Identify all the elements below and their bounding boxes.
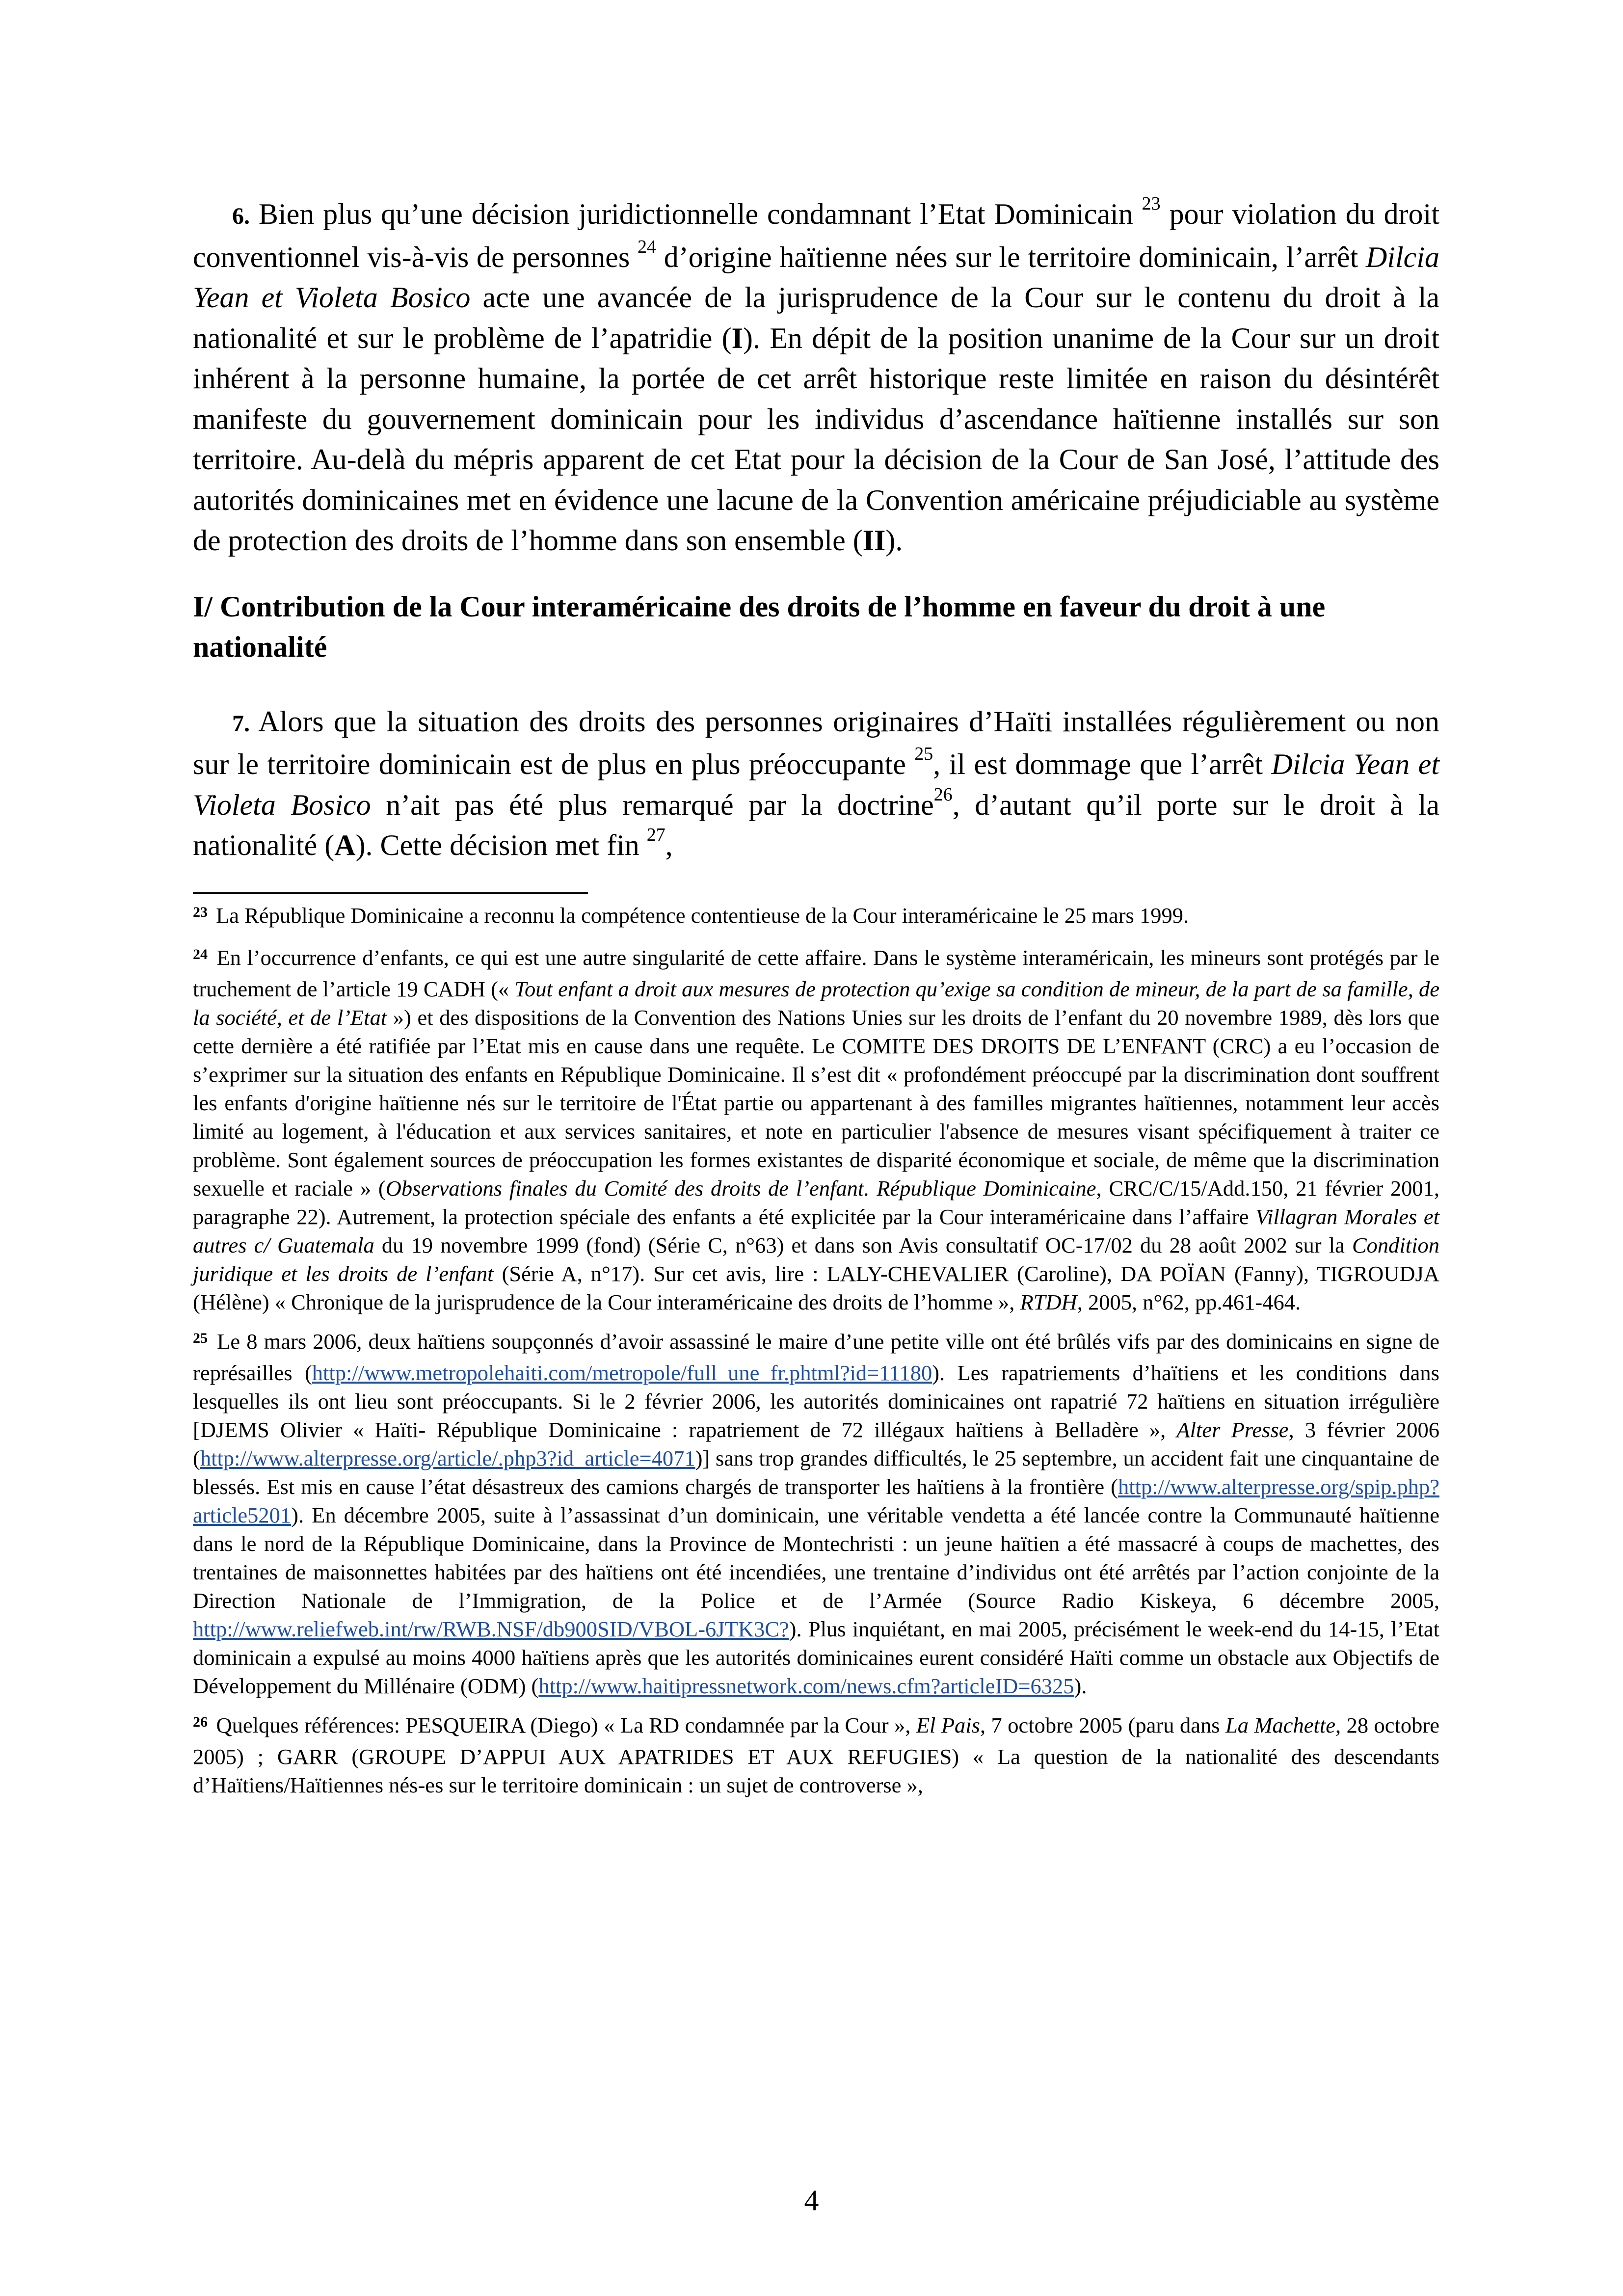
page-number: 4 [804,2184,819,2216]
paragraph-text: , il est dommage que l’arrêt [933,748,1272,780]
footnote-text: , 2005, n°62, pp.461-464. [1077,1289,1301,1314]
footnote-citation: Villagran Morales et autres c/ Guatemala [193,1204,1439,1257]
footnote-text: , 3 février 2006 ( [193,1417,1440,1470]
footnote-text: ). En décembre 2005, suite à l’assassinat d’un dominicain, une véritable vendetta a été lancée contre la Communauté haïtienne dans le nord de la République Dominicaine, dans la Province de Montechristi : un jeune haïtien a été massacré à coups de machettes, des trentaines de maisonnettes habitées par des haïtiens ont été incendiées, une trentaine d’individus ont été arrêtés par l’action conjointe de la Direction Nationale de l’Immigration, de la Police et de l’Armée (Source Radio Kiskeya, 6 décembre 2005, [193,1502,1439,1613]
paragraph-text: Alors que la situation des droits des personnes originaires d’Haïti installées régulièrement ou non sur le territoire dominicain est de plus en plus préoccupante [193,705,1439,780]
footnote-ref-24[interactable]: 24 [638,236,657,257]
section-ref: A [334,829,356,861]
footnote-23 [193,901,1439,933]
footnote-link[interactable]: http://www.alterpresse.org/spip.php?article5201 [193,1474,1439,1527]
page-content [193,194,1439,1799]
footnote-ref-26[interactable]: 26 [933,784,953,805]
footnote-text: La République Dominicaine a reconnu la compétence contentieuse de la Cour interaméricaine le 25 mars 1999. [211,903,1189,928]
footnote-text: ). Les rapatriements d’haïtiens et les conditions dans lesquelles ils ont lieu sont préoccupants. Si le 2 février 2006, les autorités dominicaines ont rapatrié 72 haïtiens en situation irrégulière [DJEMS Olivier « Haïti- République Dominicaine : rapatriement de 72 illégaux haïtiens à Belladère », [193,1360,1439,1442]
section-ref: I [731,321,743,354]
footnote-quote: Tout enfant a droit aux mesures de protection qu’exige sa condition de mineur, de la part de sa famille, de la société, et de l’Etat [193,976,1440,1030]
footnote-26 [193,1711,1439,1799]
case-name: Dilcia Yean et Violeta Bosico [193,240,1439,314]
paragraph-number: 7. [232,710,250,737]
footnote-text: Le 8 mars 2006, deux haïtiens soupçonnés d’avoir assassiné le maire d’une petite ville ont été brûlés vifs par des dominicains en signe de représailles ( [193,1329,1439,1385]
footnote-link[interactable]: http://www.metropolehaiti.com/metropole/full_une_fr.phtml?id=11180 [312,1360,932,1385]
footnote-ref-27[interactable]: 27 [646,825,665,845]
footnote-link[interactable]: http://www.haitipressnetwork.com/news.cfm?articleID=6325 [538,1673,1074,1698]
footnote-citation: RTDH [1020,1289,1077,1314]
paragraph-text: ). Cette décision met fin [355,829,647,861]
paragraph-6 [193,194,1439,561]
footnote-text: )] sans trop grandes difficultés, le 25 septembre, un accident fait une cinquantaine de blessés. Est mis en cause l’état désastreux des camions chargés de transporter les haïtiens à la frontière ( [193,1445,1439,1499]
paragraph-text: Bien plus qu’une décision juridictionnelle condamnant l’Etat Dominicain [250,198,1142,230]
footnote-citation: El Pais [916,1712,980,1737]
paragraph-7 [193,701,1439,866]
footnote-text: , 28 octobre 2005) ; GARR (GROUPE D’APPUI AUX APATRIDES ET AUX REFUGIES) « La question de la nationalité des descendants d’Haïtiens/Haïtiennes nés-es sur le territoire dominicain : un sujet de controverse », [193,1712,1439,1797]
footnote-citation: Condition juridique et les droits de l’enfant [193,1232,1439,1286]
footnote-ref-23[interactable]: 23 [1142,193,1161,214]
footnote-text: , CRC/C/15/Add.150, 21 février 2001, paragraphe 22). Autrement, la protection spéciale des enfants a été explicitée par la Cour interaméricaine dans l’affaire [193,1175,1439,1229]
paragraph-text: pour violation du droit conventionnel vis-à-vis de personnes [193,198,1439,273]
footnote-citation: La Machette [1225,1712,1335,1737]
footnote-citation: Alter Presse [1176,1417,1289,1442]
footnote-text: du 19 novembre 1999 (fond) (Série C, n°63) et dans son Avis consultatif OC-17/02 du 28 août 2002 sur la [374,1232,1352,1257]
paragraph-text: , [665,829,673,861]
footnote-text: En l’occurrence d’enfants, ce qui est une autre singularité de cette affaire. Dans le système interaméricain, les mineurs sont protégés par le truchement de l’article 19 CADH (« [193,945,1439,1001]
footnote-number: 24 [193,946,208,962]
paragraph-text: , d’autant qu’il porte sur le droit à la nationalité ( [193,788,1439,861]
paragraph-text: ). En dépit de la position unanime de la Cour sur un droit inhérent à la personne humaine, la portée de cet arrêt historique reste limitée en raison du désintérêt manifeste du gouvernement dominicain pour les individus d’ascendance haïtienne installés sur son territoire. Au-delà du mépris apparent de cet Etat pour la décision de la Cour de San José, l’attitude des autorités dominicaines met en évidence une lacune de la Convention américaine préjudiciable au système de protection des droits de l’homme dans son ensemble ( [193,321,1440,557]
section-heading: I/ Contribution de la Cour interaméricaine des droits de l’homme en faveur du droit à une nationalité [193,590,1326,663]
paragraph-text: d’origine haïtienne nées sur le territoire dominicain, l’arrêt [656,240,1366,273]
footnote-citation: Observations finales du Comité des droits de l’enfant. République Dominicaine [385,1175,1096,1201]
section-ref: II [862,524,886,557]
footnote-number: 23 [193,904,208,920]
footnote-text: ). Plus inquiétant, en mai 2005, précisément le week-end du 14-15, l’Etat dominicain a expulsé au moins 4000 haïtiens après que les autorités dominicaines eurent considéré Haïti comme un obstacle aux Objectifs de Développement du Millénaire (ODM) ( [193,1616,1439,1698]
paragraph-text: n’ait pas été plus remarqué par la doctrine [371,788,934,821]
footnote-number: 25 [193,1330,208,1346]
paragraph-text: acte une avancée de la jurisprudence de la Cour sur le contenu du droit à la nationalité et sur le problème de l’apatridie ( [193,281,1439,354]
footnote-text: Quelques références: PESQUEIRA (Diego) « La RD condamnée par la Cour », [211,1712,916,1737]
footnote-separator [193,892,588,894]
footnote-number: 26 [193,1713,208,1730]
footnote-24 [193,943,1439,1316]
footnote-text: , 7 octobre 2005 (paru dans [980,1712,1225,1737]
case-name: Dilcia Yean et Violeta Bosico [193,748,1440,821]
footnote-text: ). [1074,1673,1087,1698]
footnote-ref-25[interactable]: 25 [914,744,933,764]
paragraph-text: ). [885,524,903,557]
footnote-text: ») et des dispositions de la Convention des Nations Unies sur les droits de l’enfant du 20 novembre 1989, dès lors que cette dernière a été ratifiée par l’Etat mis en cause dans une requête. Le COMITE DES DROITS DE L’ENFANT (CRC) a eu l’occasion de s’exprimer sur la situation des enfants en République Dominicaine. Il s’est dit « profondément préoccupé par la discrimination dont souffrent les enfants d'origine haïtienne nés sur le territoire de l'État partie ou appartenant à des familles migrantes haïtiennes, notamment leur accès limité au logement, à l'éducation et aux services sanitaires, et note en particulier l'absence de mesures visant spécifiquement à traiter ce problème. Sont également sources de préoccupation les formes existantes de disparité économique et sociale, de même que la discrimination sexuelle et raciale » ( [193,1005,1440,1201]
footnote-25 [193,1327,1439,1700]
footnote-link[interactable]: http://www.reliefweb.int/rw/RWB.NSF/db900SID/VBOL-6JTK3C? [193,1616,789,1641]
footnote-text: (Série A, n°17). Sur cet avis, lire : LALY-CHEVALIER (Caroline), DA POÏAN (Fanny), TIGROUDJA (Hélène) « Chronique de la jurisprudence de la Cour interaméricaine des droits de l’homme », [193,1261,1439,1314]
paragraph-number: 6. [232,203,250,229]
footnote-link[interactable]: http://www.alterpresse.org/article/.php3?id_article=4071 [200,1445,695,1470]
